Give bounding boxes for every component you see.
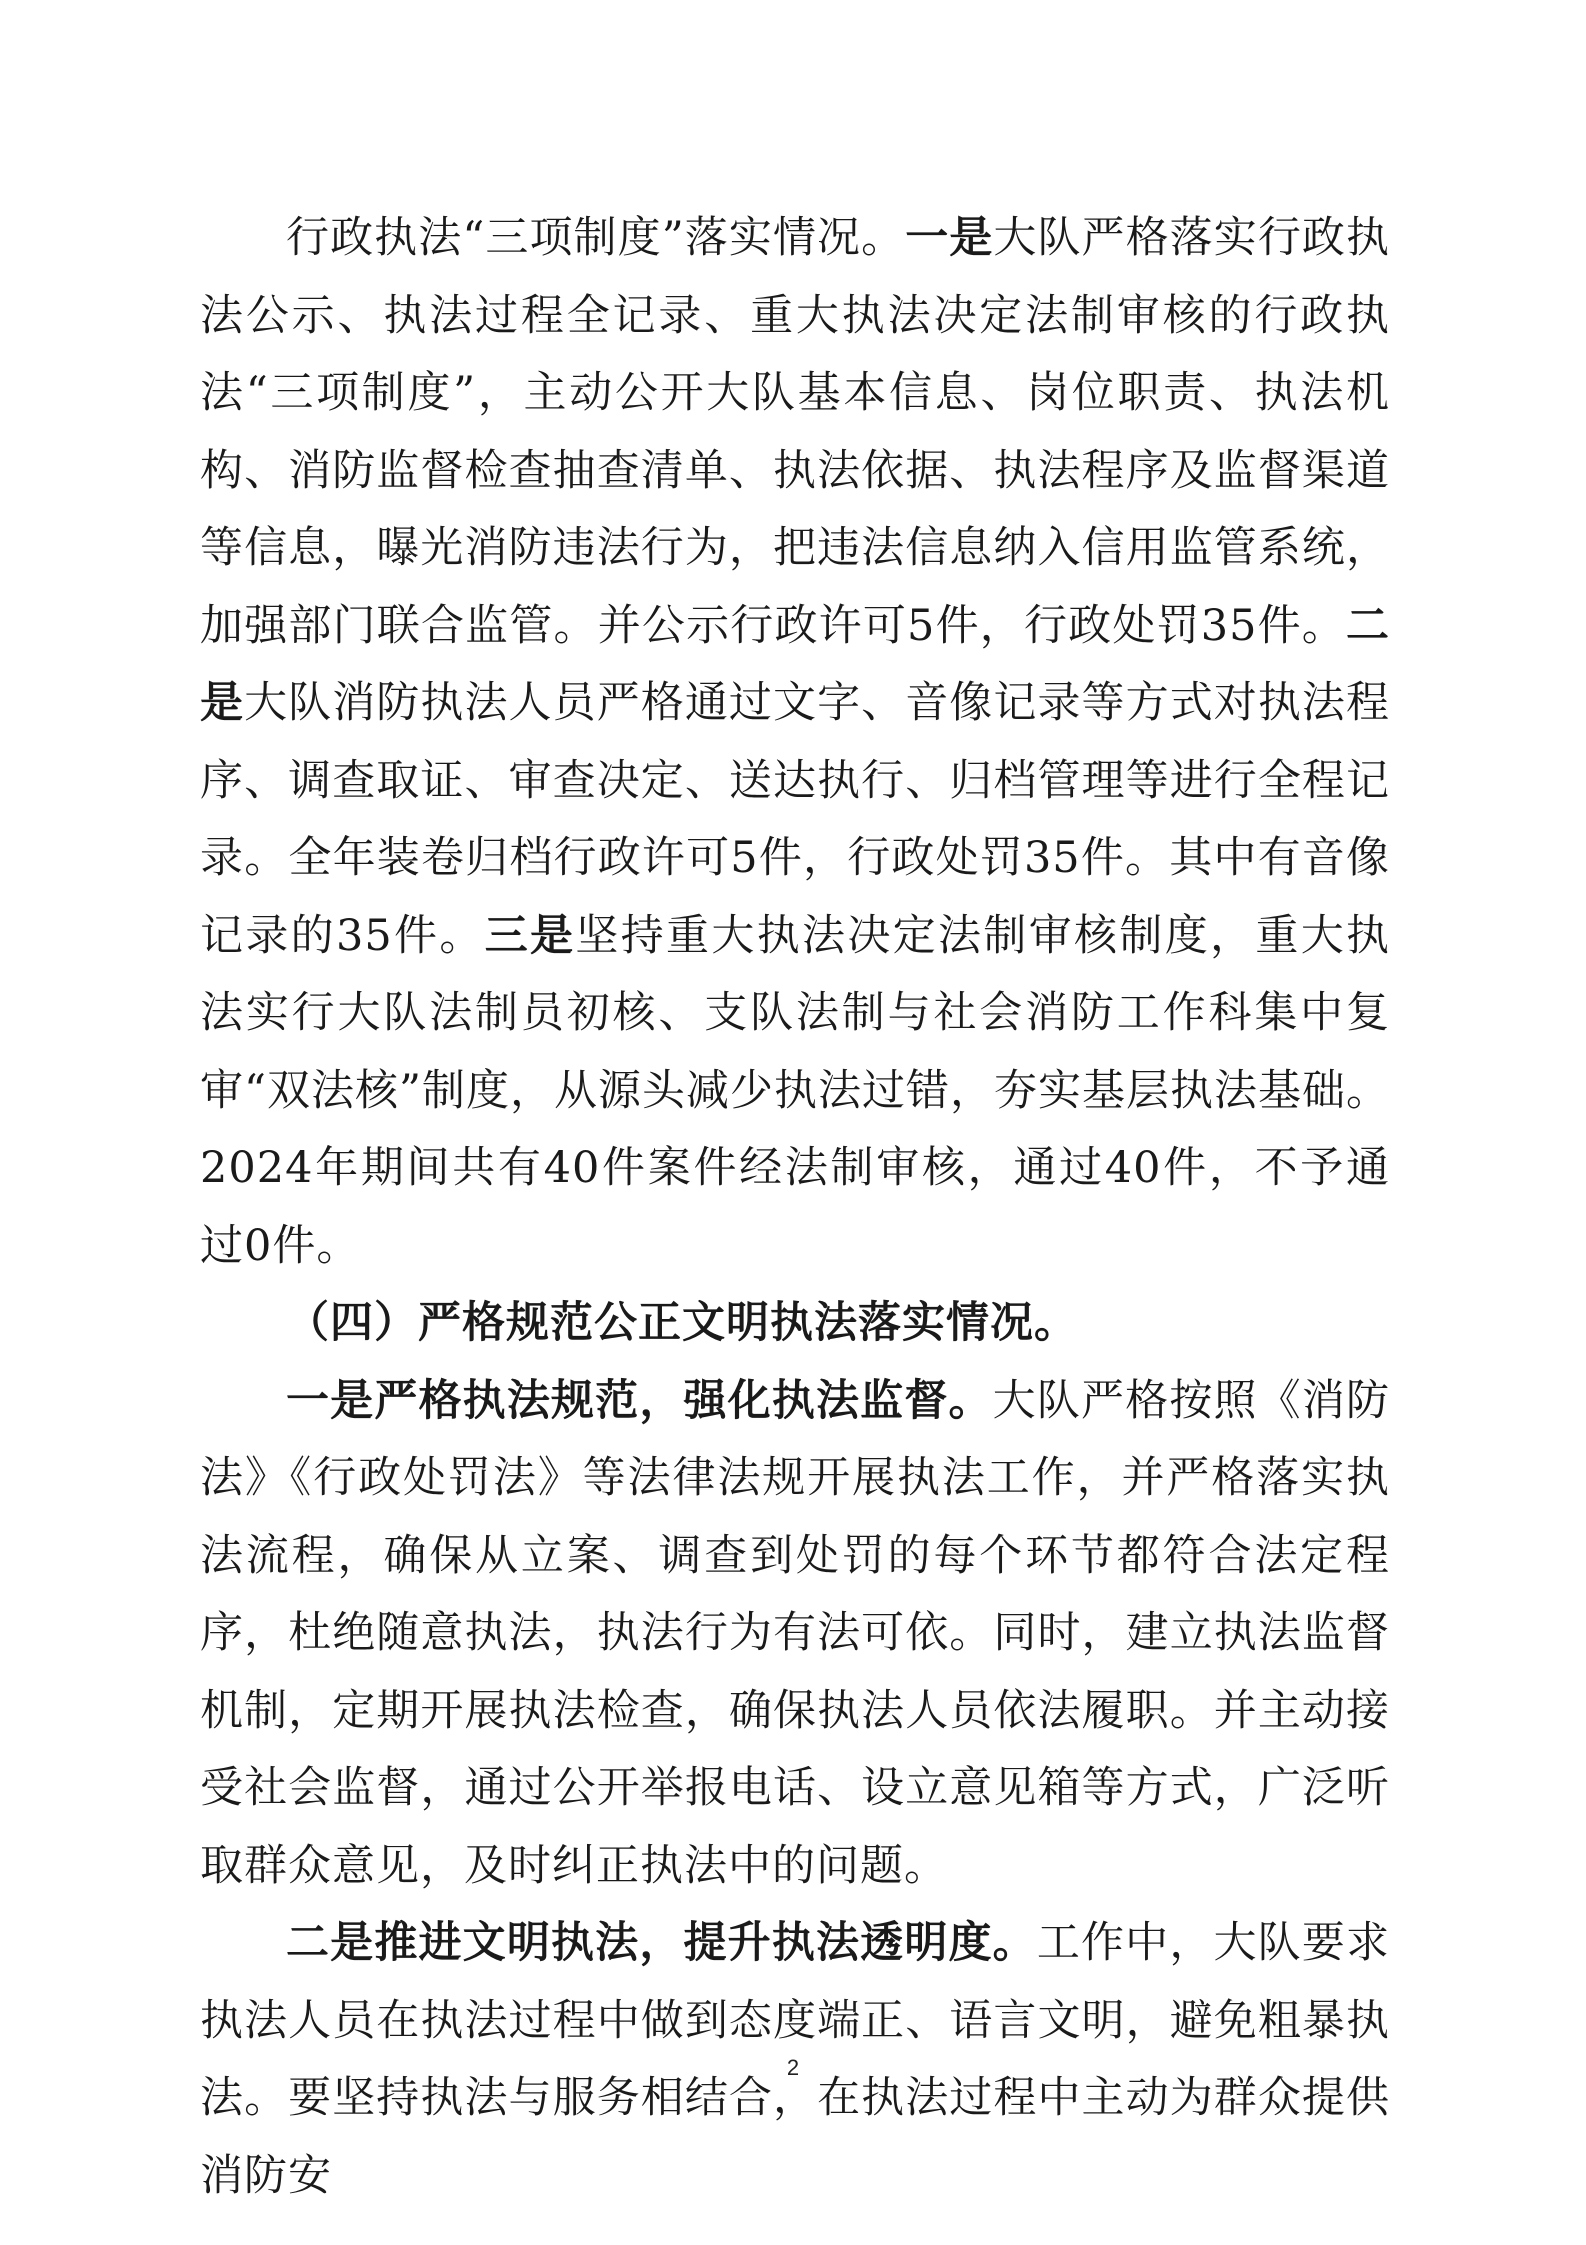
lead-phrase: 三是 xyxy=(484,910,576,961)
paragraph-text: 行政执法“三项制度”落实情况。 xyxy=(286,213,906,263)
paragraph-text: 坚持重大执法决定法制审核制度，重大执法实行大队法制员初核、支队法制与社会消防工作科集中复审“双法核”制度，从源头减少执法过错，夯实基层执法基础。2024年期间共有40件案件经法制审核，通过40件，不予通过0件。 xyxy=(200,910,1391,1271)
section-heading-4: （四）严格规范公正文明执法落实情况。 xyxy=(286,1298,1078,1348)
document-body xyxy=(200,200,1390,2215)
lead-phrase: 一是 xyxy=(905,213,994,263)
paragraph-text: 大队严格按照《消防法》《行政处罚法》等法律法规开展执法工作，并严格落实执法流程，确保从立案、调查到处罚的每个环节都符合法定程序，杜绝随意执法，执法行为有法可依。同时，建立执法监督机制，定期开展执法检查，确保执法人员依法履职。并主动接受社会监督，通过公开举报电话、设立意见箱等方式，广泛听取群众意见，及时纠正执法中的问题。 xyxy=(200,1375,1391,1891)
lead-phrase: 一是严格执法规范，强化执法监督。 xyxy=(286,1375,993,1426)
paragraph-text: 大队严格落实行政执法公示、执法过程全记录、重大执法决定法制审核的行政执法“三项制度”，主动公开大队基本信息、岗位职责、执法机构、消防监督检查抽查清单、执法依据、执法程序及监督渠道等信息，曝光消防违法行为，把违法信息纳入信用监管系统，加强部门联合监管。并公示行政许可5件，行政处罚35件。 xyxy=(200,213,1391,651)
paragraph-enforcement-norms xyxy=(200,1363,1390,1906)
paragraph-three-systems xyxy=(200,200,1390,1285)
paragraph-text: 大队消防执法人员严格通过文字、音像记录等方式对执法程序、调查取证、审查决定、送达执行、归档管理等进行全程记录。全年装卷归档行政许可5件，行政处罚35件。其中有音像记录的35件。 xyxy=(200,678,1391,961)
paragraph-text: 工作中，大队要求执法人员在执法过程中做到态度端正、语言文明，避免粗暴执法。要坚持执法与服务相结合，在执法过程中主动为群众提供消防安 xyxy=(200,1918,1391,2201)
lead-phrase: 二是 xyxy=(200,600,1390,728)
lead-phrase: 二是推进文明执法，提升执法透明度。 xyxy=(286,1918,1037,1968)
page-number: 2 xyxy=(786,2055,800,2080)
